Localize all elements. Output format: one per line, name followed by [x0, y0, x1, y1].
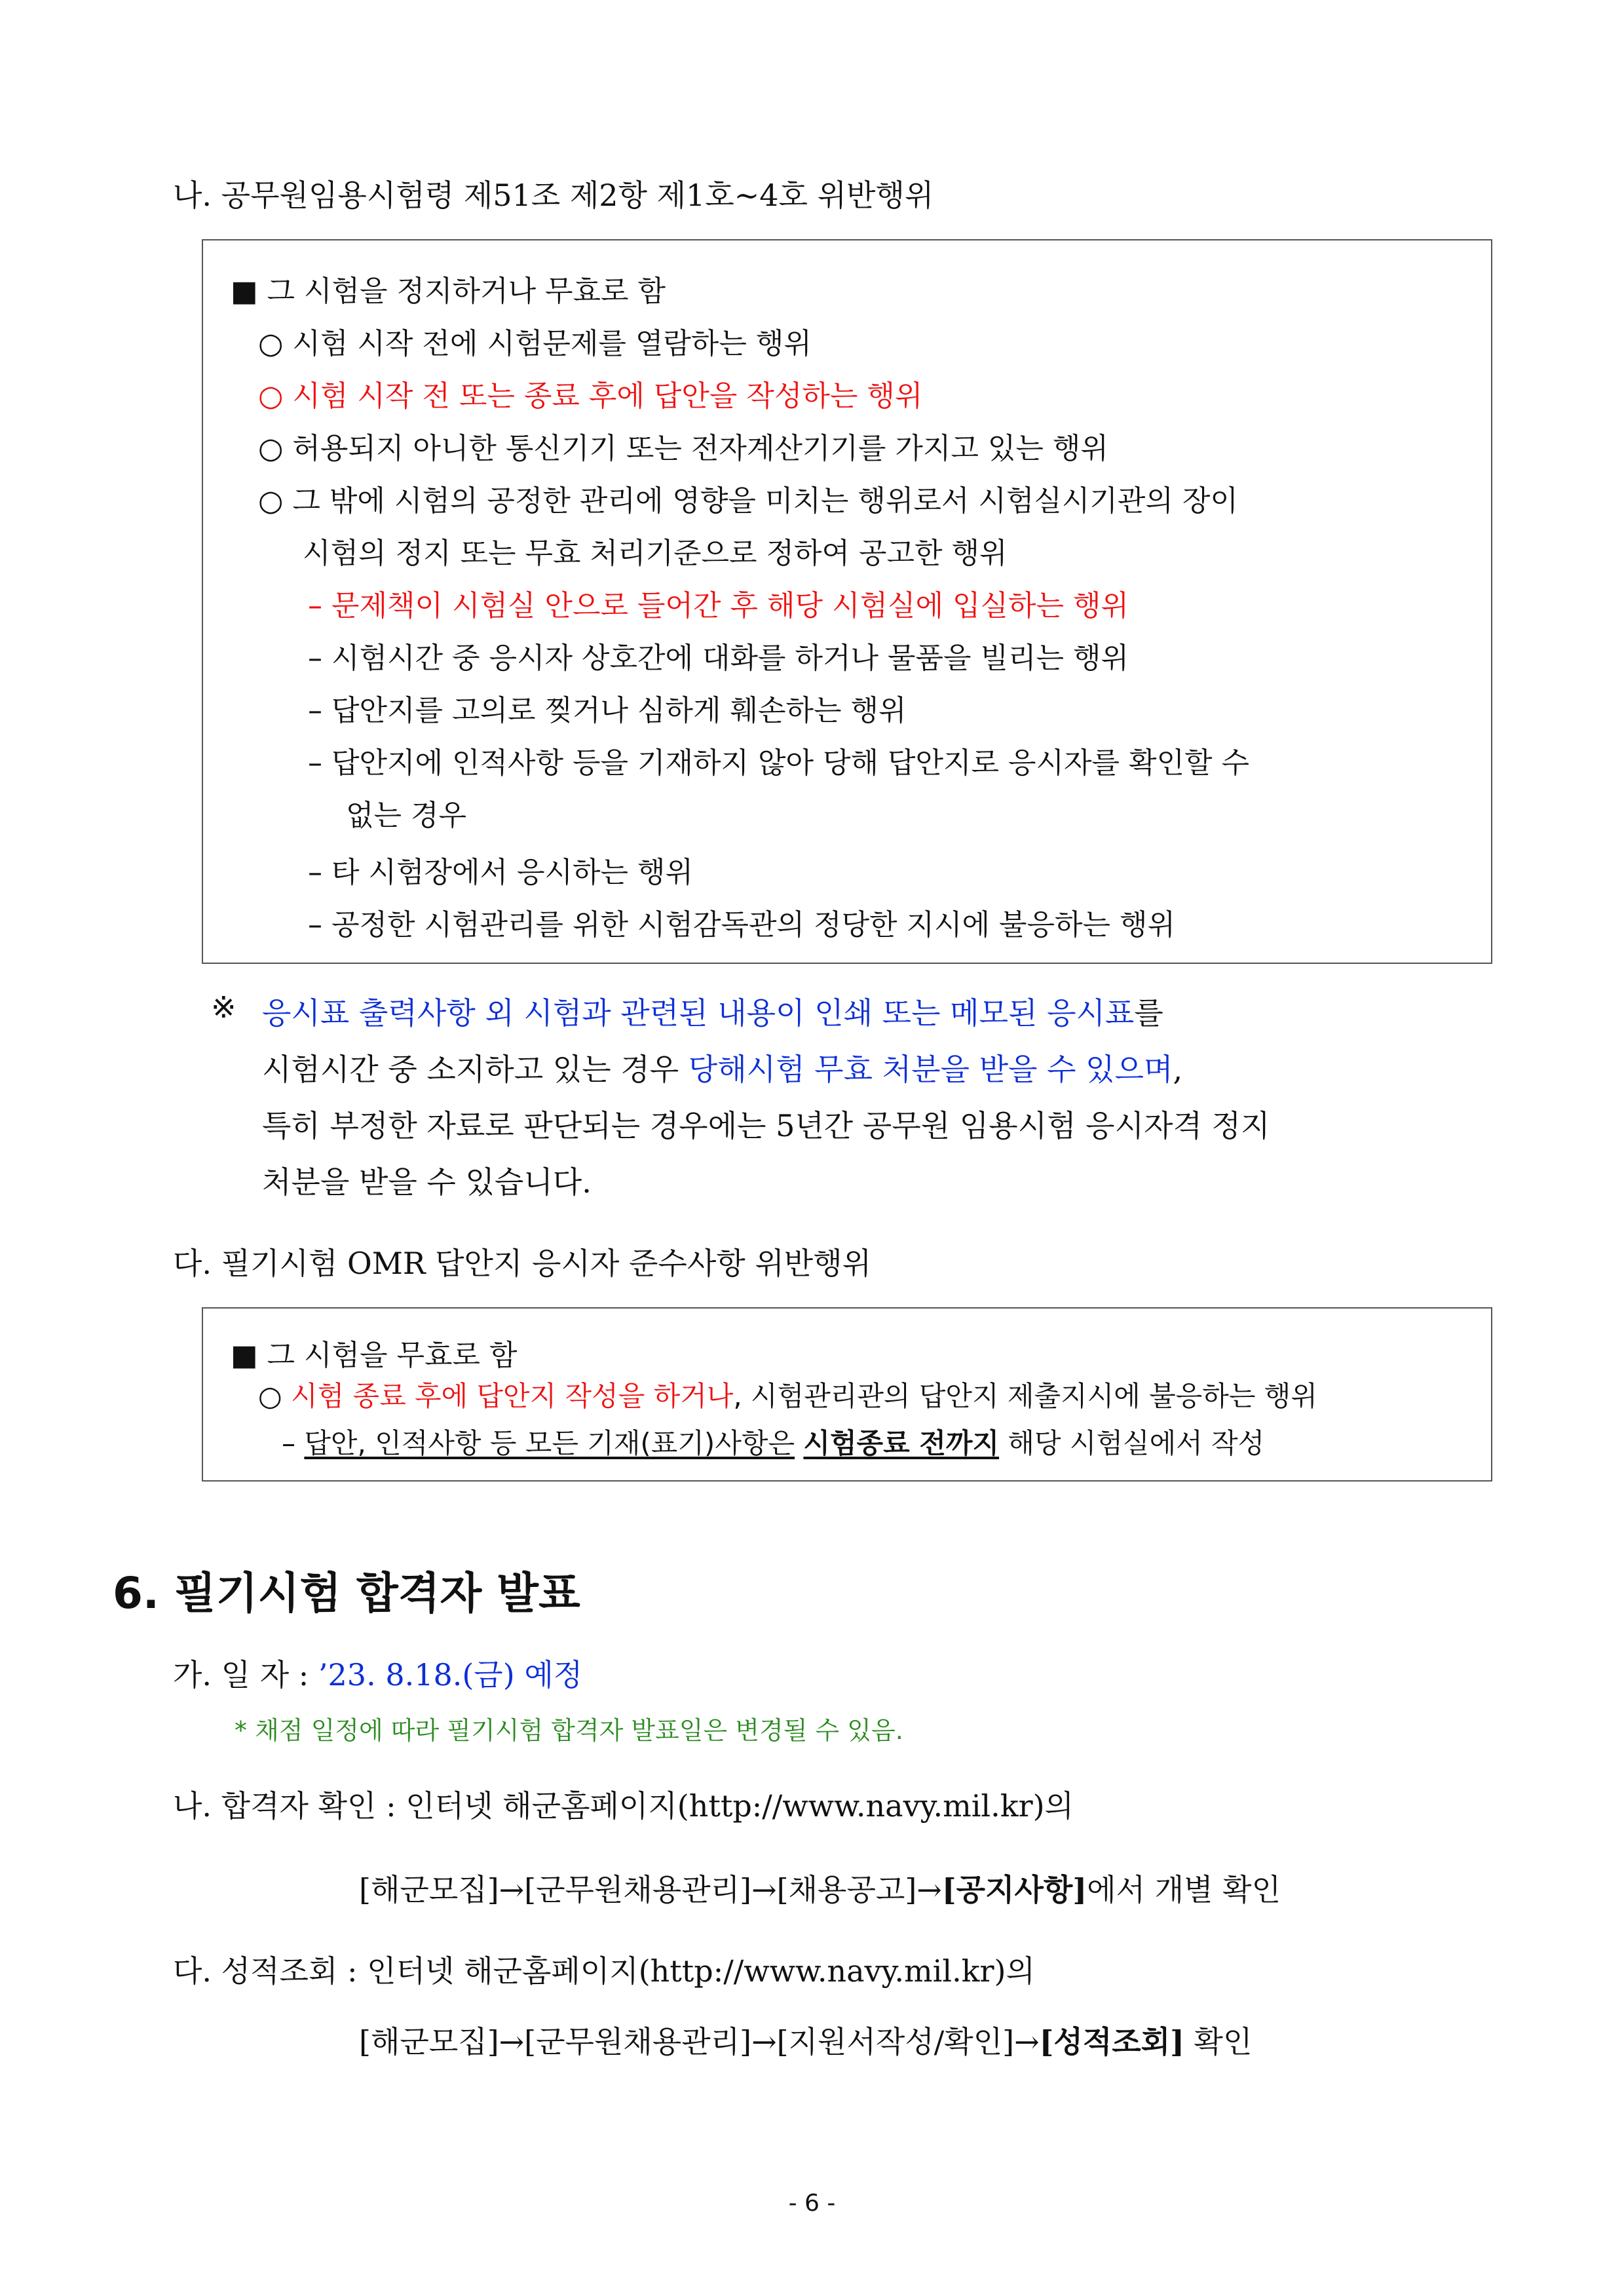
score-lookup-path-bold: [성적조회]: [1039, 2024, 1184, 2059]
box2-item-mark: ○: [258, 1380, 291, 1412]
notice-line-1-tail: 를: [1134, 995, 1163, 1031]
score-lookup-label: 다. 성적조회 : 인터넷 해군홈페이지(http://www.navy.mil.kr)의: [173, 1953, 1035, 1989]
box2-sub-1: [282, 1422, 1264, 1461]
box2-sub-tail: 해당 시험실에서 작성: [999, 1427, 1265, 1459]
result-check-label: 나. 합격자 확인 : 인터넷 해군홈페이지(http://www.navy.mil.kr)의: [173, 1788, 1074, 1824]
box2-sub-underline-2: 시험종료 전까지: [803, 1427, 1000, 1459]
section-da-heading: 다. 필기시험 OMR 답안지 응시자 준수사항 위반행위: [173, 1246, 872, 1281]
notice-line-2-tail: ,: [1173, 1052, 1183, 1087]
page-number: - 6 -: [788, 2190, 836, 2217]
result-check-path-1: [해군모집]→[군무원채용관리]→[채용공고]→: [359, 1872, 942, 1907]
box2-item-black: , 시험관리관의 답안지 제출지시에 불응하는 행위: [733, 1380, 1317, 1412]
box2-title: ■ 그 시험을 무효로 함: [231, 1339, 518, 1372]
result-check-path-2: 에서 개별 확인: [1087, 1872, 1281, 1907]
score-lookup-path-1: [해군모집]→[군무원채용관리]→[지원서작성/확인]→: [359, 2024, 1040, 2059]
box1-item-3: ○ 허용되지 아니한 통신기기 또는 전자계산기기를 가지고 있는 행위: [258, 432, 1108, 465]
box2-item-red: 시험 종료 후에 답안지 작성을 하거나: [291, 1380, 734, 1412]
notice-line-1: [262, 989, 1163, 1033]
notice-line-1-highlight: 응시표 출력사항 외 시험과 관련된 내용이 인쇄 또는 메모된 응시표: [262, 995, 1135, 1031]
result-check-path-bold: [공지사항]: [941, 1872, 1087, 1907]
box2-sub-space: [795, 1427, 803, 1459]
announcement-date: [173, 1651, 582, 1694]
box1-sub-2: – 시험시간 중 응시자 상호간에 대화를 하거나 물품을 빌리는 행위: [308, 641, 1129, 675]
notice-line-2: [262, 1046, 1182, 1089]
notice-line-4: 처분을 받을 수 있습니다.: [262, 1164, 592, 1200]
box1-item-4-cont: 시험의 정지 또는 무효 처리기준으로 정하여 공고한 행위: [303, 537, 1008, 570]
notice-mark: ※: [211, 989, 236, 1025]
box1-title: ■ 그 시험을 정지하거나 무효로 함: [231, 275, 666, 308]
box2-sub-underline-1: 답안, 인적사항 등 모든 기재(표기)사항은: [304, 1427, 795, 1459]
score-lookup-path-2: 확인: [1184, 2024, 1253, 2059]
box1-sub-4: – 답안지에 인적사항 등을 기재하지 않아 당해 답안지로 응시자를 확인할 수: [308, 746, 1249, 780]
section-na-heading: 나. 공무원임용시험령 제51조 제2항 제1호~4호 위반행위: [173, 178, 934, 213]
box1-item-1: ○ 시험 시작 전에 시험문제를 열람하는 행위: [258, 327, 812, 360]
box1-sub-4-cont: 없는 경우: [346, 799, 467, 832]
box1-item-4: ○ 그 밖에 시험의 공정한 관리에 영향을 미치는 행위로서 시험실시기관의 장이: [258, 484, 1238, 518]
section-6-title: 6. 필기시험 합격자 발표: [113, 1568, 580, 1618]
box1-sub-3: – 답안지를 고의로 찢거나 심하게 훼손하는 행위: [308, 694, 907, 727]
score-lookup-path: [359, 2018, 1252, 2061]
announcement-date-label: 가. 일 자 :: [173, 1657, 318, 1693]
box2-sub-prefix: –: [282, 1427, 305, 1459]
result-check-path: [359, 1866, 1281, 1909]
notice-line-3: 특히 부정한 자료로 판단되는 경우에는 5년간 공무원 임용시험 응시자격 정지: [262, 1108, 1270, 1143]
box1-sub-6: – 공정한 시험관리를 위한 시험감독관의 정당한 지시에 불응하는 행위: [308, 908, 1175, 942]
announcement-date-note: * 채점 일정에 따라 필기시험 합격자 발표일은 변경될 수 있음.: [235, 1716, 903, 1745]
announcement-date-value: ’23. 8.18.(금) 예정: [318, 1657, 583, 1693]
box2-item-1: [258, 1375, 1317, 1414]
box1-item-2: ○ 시험 시작 전 또는 종료 후에 답안을 작성하는 행위: [258, 379, 923, 413]
notice-line-2-highlight: 당해시험 무효 처분을 받을 수 있으며: [688, 1052, 1173, 1087]
box1-sub-1: – 문제책이 시험실 안으로 들어간 후 해당 시험실에 입실하는 행위: [308, 589, 1129, 622]
notice-line-2-head: 시험시간 중 소지하고 있는 경우: [262, 1052, 689, 1087]
box1-sub-5: – 타 시험장에서 응시하는 행위: [308, 856, 693, 889]
